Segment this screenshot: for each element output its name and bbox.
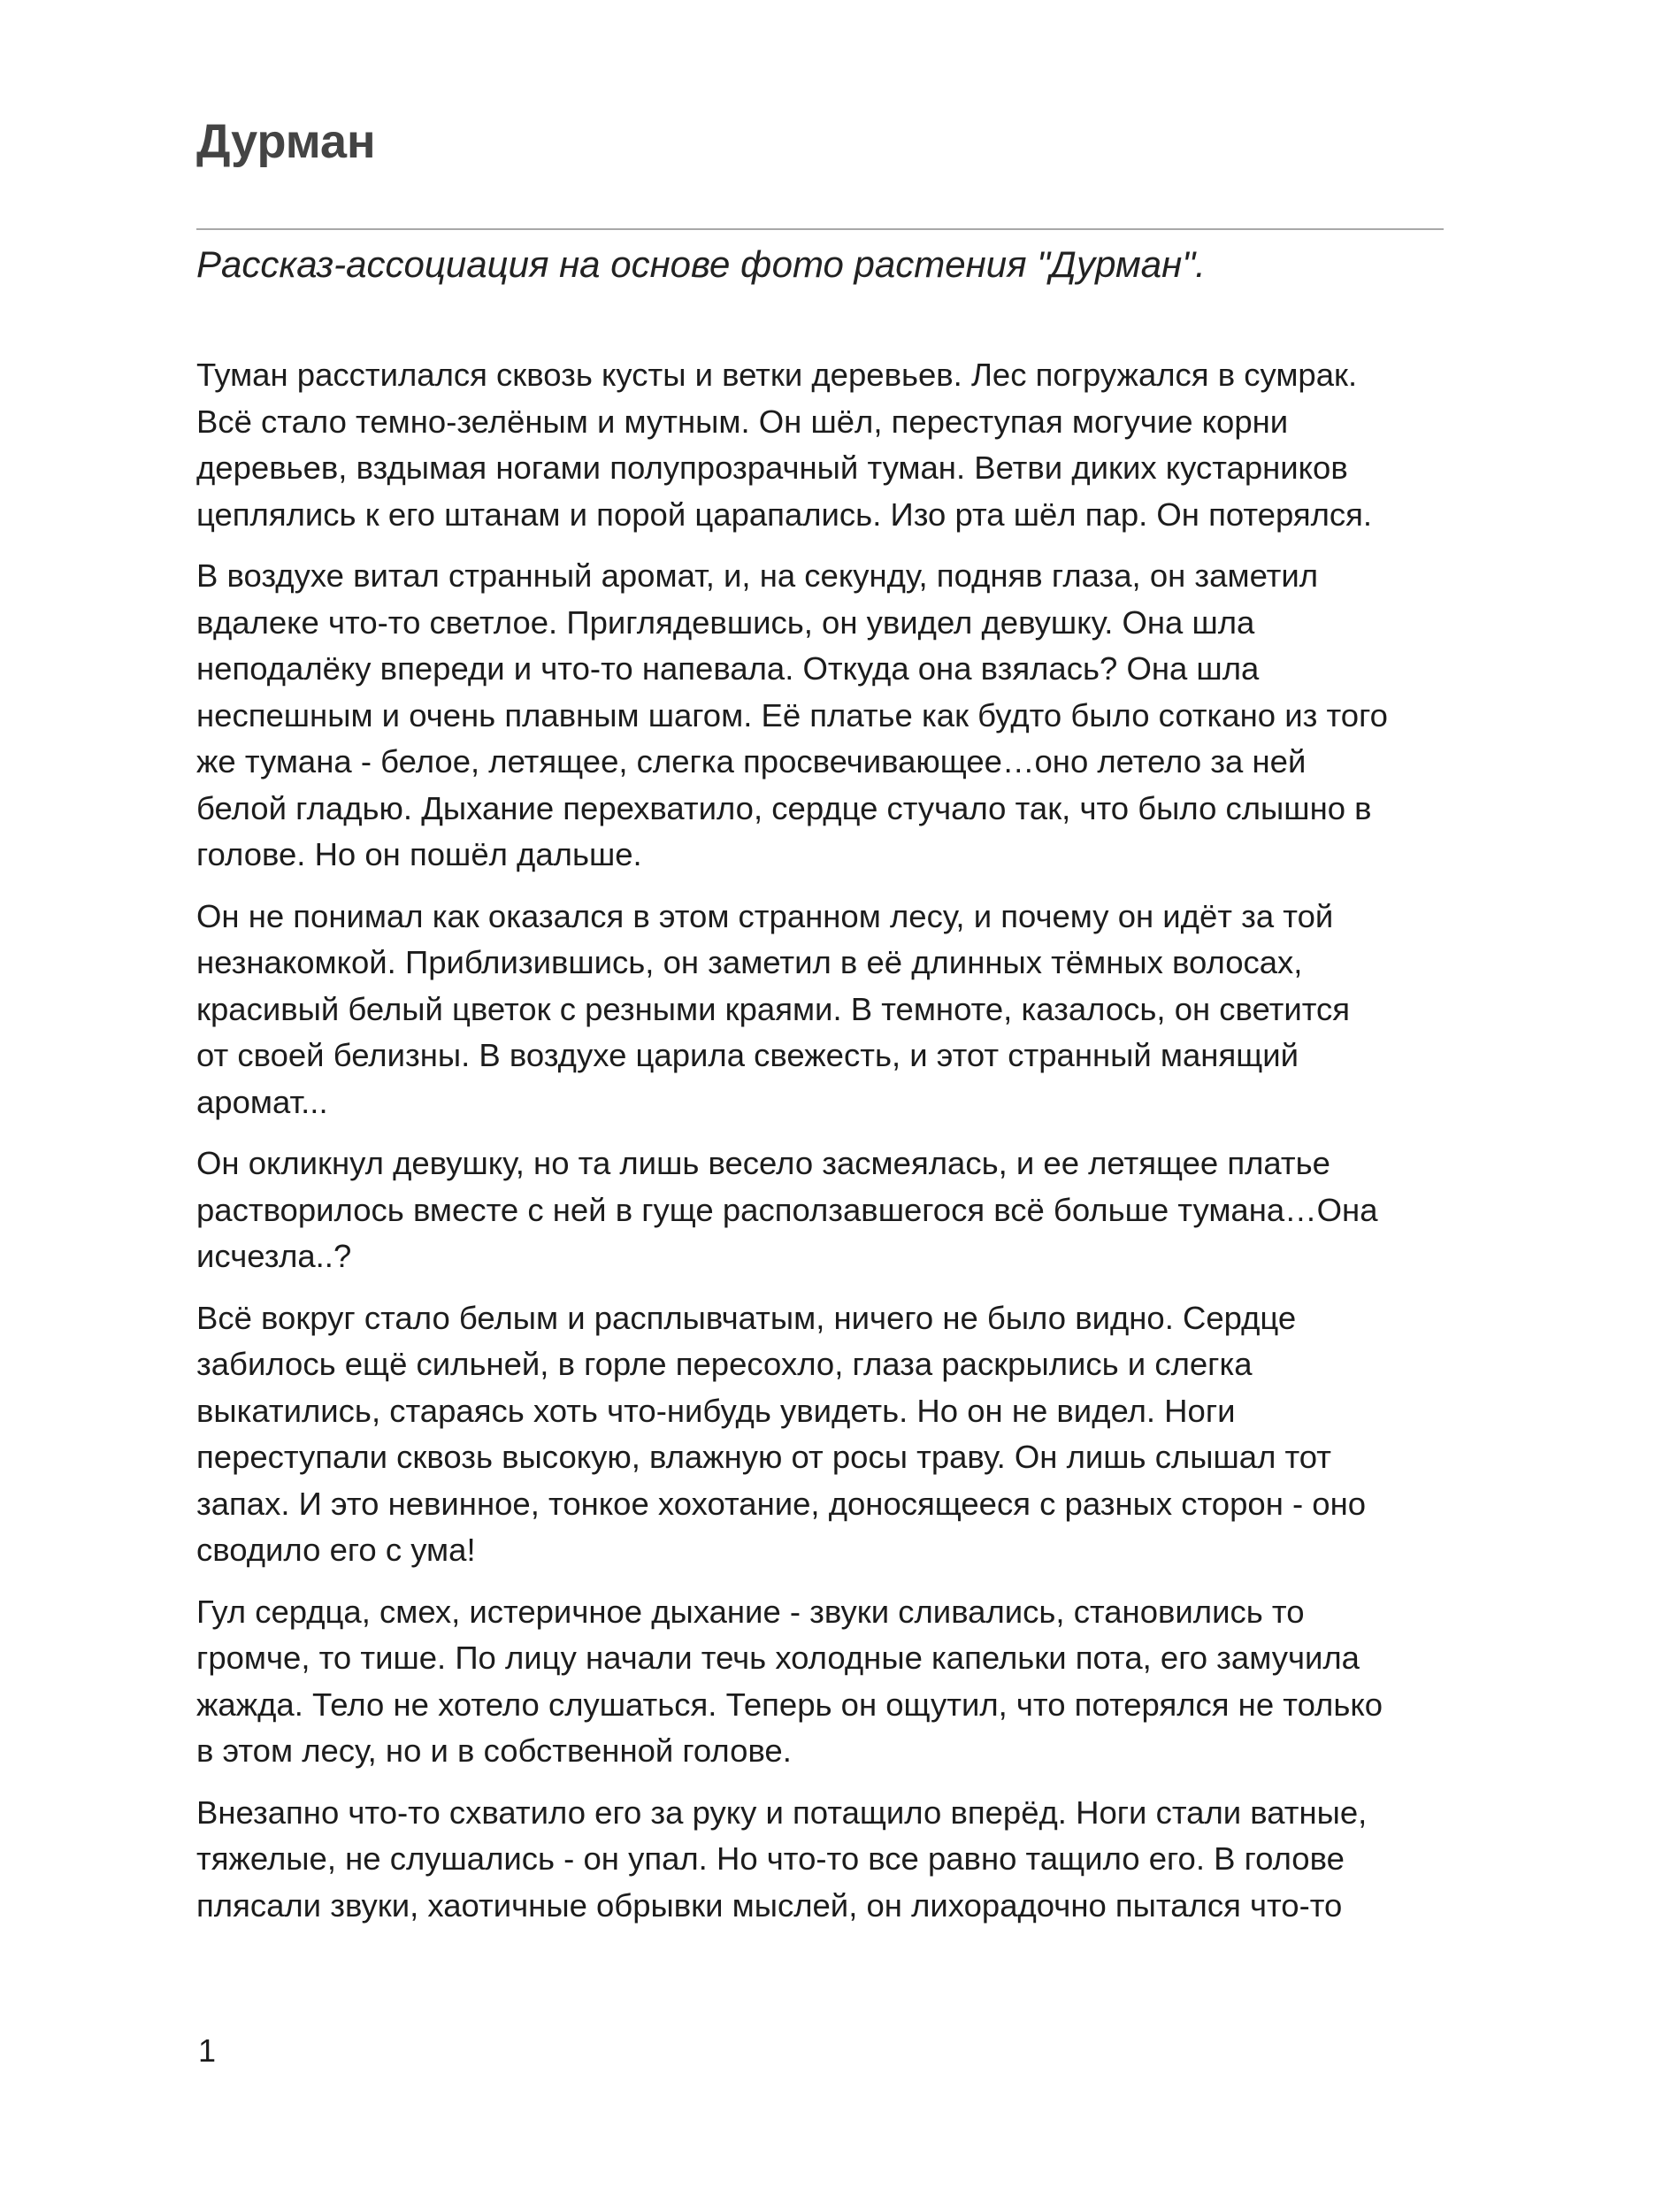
paragraph bbox=[196, 894, 1452, 1126]
paragraph-line: же тумана - белое, летящее, слегка просвечивающее…оно летело за ней bbox=[196, 743, 1307, 780]
paragraph-line: в этом лесу, но и в собственной голове. bbox=[196, 1732, 792, 1769]
paragraph-line: голове. Но он пошёл дальше. bbox=[196, 836, 642, 872]
paragraph bbox=[196, 1141, 1452, 1280]
paragraph-line: аромат... bbox=[196, 1083, 328, 1120]
paragraph-line: от своей белизны. В воздухе царила свежесть, и этот странный манящий bbox=[196, 1037, 1299, 1073]
body-text bbox=[196, 352, 1452, 1944]
paragraph-line: Он окликнул девушку, но та лишь весело засмеялась, и ее летящее платье bbox=[196, 1145, 1330, 1181]
paragraph-line: выкатились, стараясь хоть что-нибудь увидеть. Но он не видел. Ноги bbox=[196, 1392, 1236, 1429]
page-subtitle: Рассказ-ассоциация на основе фото растения "Дурман". bbox=[196, 243, 1206, 285]
paragraph-line: тяжелые, не слушались - он упал. Но что-то все равно тащило его. В голове bbox=[196, 1840, 1345, 1877]
paragraph-line: запах. И это невинное, тонкое хохотание, доносящееся с разных сторон - оно bbox=[196, 1485, 1367, 1522]
paragraph-line: незнакомкой. Приблизившись, он заметил в её длинных тёмных волосах, bbox=[196, 944, 1303, 980]
paragraph-line: Он не понимал как оказался в этом странном лесу, и почему он идёт за той bbox=[196, 897, 1334, 934]
paragraph-line: переступали сквозь высокую, влажную от росы траву. Он лишь слышал тот bbox=[196, 1439, 1332, 1475]
paragraph-line: Внезапно что-то схватило его за руку и потащило вперёд. Ноги стали ватные, bbox=[196, 1793, 1368, 1831]
paragraph-line: забилось ещё сильней, в горле пересохло, глаза раскрылись и слегка bbox=[196, 1346, 1253, 1382]
paragraph-line: Всё вокруг стало белым и расплывчатым, ничего не было видно. Сердце bbox=[196, 1299, 1297, 1336]
paragraph bbox=[196, 352, 1452, 538]
paragraph-line: белой гладью. Дыхание перехватило, сердце стучало так, что было слышно в bbox=[196, 789, 1372, 826]
paragraph-line: Всё стало темно-зелёным и мутным. Он шёл, переступая могучие корни bbox=[196, 403, 1289, 440]
title-divider bbox=[196, 228, 1444, 230]
paragraph-line: сводило его с ума! bbox=[196, 1532, 476, 1568]
paragraph-line: Гул сердца, смех, истеричное дыхание - звуки сливались, становились то bbox=[196, 1593, 1305, 1630]
paragraph-line: жажда. Тело не хотело слушаться. Теперь он ощутил, что потерялся не только bbox=[196, 1686, 1383, 1723]
paragraph-line: деревьев, вздымая ногами полупрозрачный туман. Ветви диких кустарников bbox=[196, 449, 1348, 486]
paragraph-line: плясали звуки, хаотичные обрывки мыслей, он лихорадочно пытался что-то bbox=[196, 1886, 1343, 1924]
paragraph-line: красивый белый цветок с резными краями. В темноте, казалось, он светится bbox=[196, 990, 1351, 1027]
page-number: 1 bbox=[198, 2032, 217, 2069]
paragraph bbox=[196, 553, 1452, 879]
paragraph-line: Туман расстилался сквозь кусты и ветки деревьев. Лес погружался в сумрак. bbox=[196, 357, 1358, 393]
paragraph-line: цеплялись к его штанам и порой царапались. Изо рта шёл пар. Он потерялся. bbox=[196, 495, 1373, 533]
paragraph bbox=[196, 1589, 1452, 1775]
page-title: Дурман bbox=[196, 115, 376, 168]
paragraph-line: исчезла..? bbox=[196, 1238, 352, 1274]
paragraph-line: В воздухе витал странный аромат, и, на секунду, подняв глаза, он заметил bbox=[196, 557, 1319, 594]
paragraph-line: громче, то тише. По лицу начали течь холодные капельки пота, его замучила bbox=[196, 1640, 1360, 1676]
paragraph-line: растворилось вместе с ней в гуще расползавшегося всё больше тумана…Она bbox=[196, 1191, 1378, 1228]
paragraph-line: неподалёку впереди и что-то напевала. Откуда она взялась? Она шла bbox=[196, 650, 1260, 687]
paragraph-line: неспешным и очень плавным шагом. Её платье как будто было соткано из того bbox=[196, 696, 1388, 733]
paragraph bbox=[196, 1790, 1452, 1930]
paragraph-line: вдалеке что-то светлое. Приглядевшись, он увидел девушку. Она шла bbox=[196, 603, 1255, 641]
paragraph bbox=[196, 1295, 1452, 1574]
